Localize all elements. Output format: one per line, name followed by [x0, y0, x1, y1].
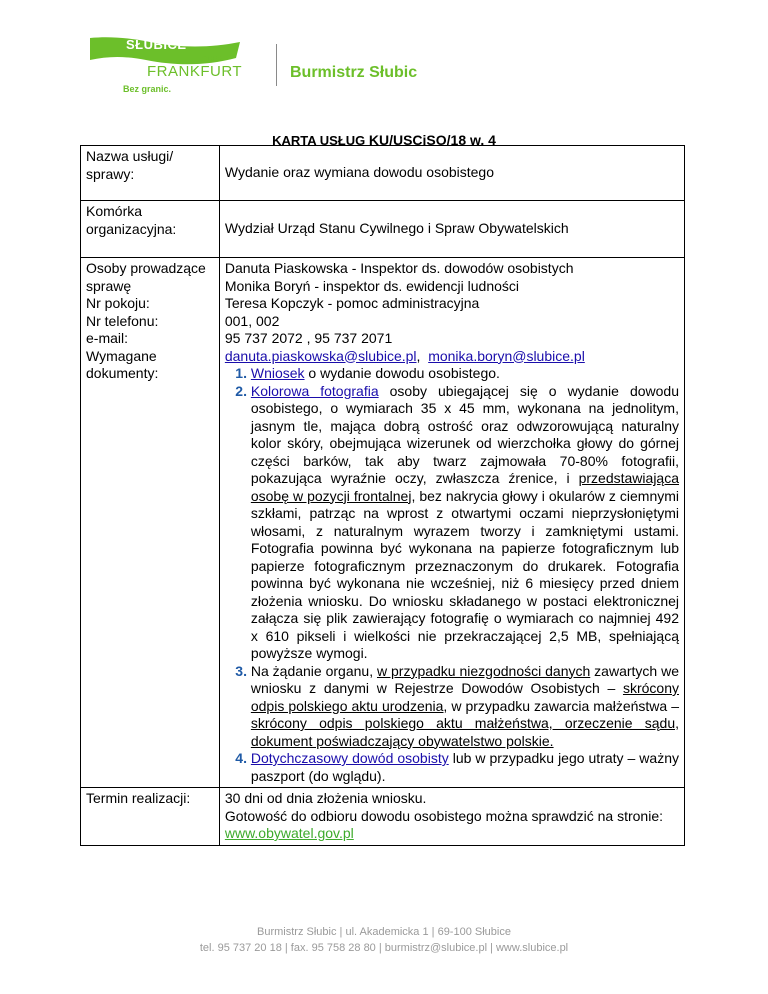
doc-3-text-c: w przypadku zawarcia małżeństwa –: [447, 697, 679, 714]
details-labels: [81, 258, 220, 788]
doc-2-text-b: , bez nakrycia głowy i okularów z ciemnymi szkłami, patrząc na wprost z otwartymi oczami nieprzysłoniętymi włosami, z naturalnym wyrazem tworzy i zamkniętymi ustami. Fotografia powinna być wykonana na papierze fotograficznym lub papierze fotograficznym przeznaczonym do drukarek. Fotografia powinna być wykonana nie wcześniej, niż 6 miesięcy przed dniem złożenia wniosku. Do wniosku składanego w postaci elektronicznej załącza się plik zawierający fotografię o wymiarach co najmniej 492 x 610 pikseli i wielkości nie przekraczającej 2,5 MB, spełniającą powyższe wymogi.: [250, 487, 680, 661]
doc-3-text-b: zawartych we wniosku z danymi w Rejestrze Dowodów Osobistych –: [250, 662, 679, 696]
phone-label: Nr telefonu:: [86, 312, 159, 329]
office-title: Burmistrz Słubic: [290, 64, 418, 81]
doc-4-text: lub w przypadku jego utraty – ważny paszport (do wglądu).: [250, 750, 679, 784]
list-item: [251, 383, 679, 663]
email-label: e-mail:: [86, 330, 129, 346]
service-name-value: Wydanie oraz wymiana dowodu osobistego: [219, 146, 684, 201]
term-label: Termin realizacji:: [81, 788, 220, 846]
term-line-2-text: Gotowość do odbioru dowodu osobistego można sprawdzić na stronie:: [224, 807, 664, 824]
room-value: 001, 002: [224, 312, 280, 329]
required-documents-list: [225, 365, 679, 785]
doc-1-text: o wydanie dowodu osobistego.: [304, 365, 500, 381]
unit-value: Wydział Urząd Stanu Cywilnego i Spraw Obywatelskich: [219, 201, 684, 258]
term-line-2: [225, 808, 679, 843]
persons-label: Osoby prowadzące sprawę: [86, 260, 206, 294]
doc-3-underlined-1: w przypadku niezgodności danych: [376, 662, 591, 679]
table-row: [81, 258, 685, 788]
slubice-logo: [90, 30, 250, 100]
email-separator: ,: [416, 347, 421, 364]
person-1: Danuta Piaskowska - Inspektor ds. dowodów osobistych: [224, 260, 574, 276]
email-values: [225, 348, 679, 366]
footer-address: Burmistrz Słubic | ul. Akademicka 1 | 69-100 Słubice: [257, 926, 511, 938]
list-item: [251, 365, 679, 383]
application-form-link[interactable]: Wniosek: [250, 365, 305, 381]
doc-2-underlined: przedstawiająca osobę w pozycji frontalnej: [250, 470, 679, 504]
table-row: [81, 146, 685, 201]
doc-2-text-a: osoby ubiegającej się o wydanie dowodu osobistego, o wymiarach 35 x 45 mm, wykonana na jednolitym, jasnym tle, mająca dobrą ostrość oraz odwzorowującą naturalny kolor skóry, obejmująca wizerunek od wierzchołka głowy do górnej części barków, tak aby twarz zajmowała 70-80% fotografii, pokazująca wyraźnie oczy, zwłaszcza źrenice, i: [250, 382, 679, 486]
footer-contact: tel. 95 737 20 18 | fax. 95 758 28 80 | burmistrz@slubice.pl | www.slubice.pl: [199, 942, 569, 954]
card-title-code: KU/USCiSO/18 w. 4: [368, 132, 496, 148]
room-label: Nr pokoju:: [86, 295, 150, 311]
doc-3-underlined-3: skrócony odpis polskiego aktu małżeństwa, orzeczenie sądu, dokument poświadczający obywatelstwo polskie.: [250, 715, 679, 749]
service-card-table: [80, 145, 685, 846]
term-line-1: 30 dni od dnia złożenia wniosku.: [224, 790, 427, 806]
obywatel-link[interactable]: www.obywatel.gov.pl: [224, 825, 354, 841]
table-row: [81, 788, 685, 846]
doc-3-underlined-2: skrócony odpis polskiego aktu urodzenia,: [250, 680, 679, 714]
unit-label: Komórka organizacyjna:: [81, 201, 220, 258]
page-footer: [0, 924, 768, 956]
phone-value: 95 737 2072 , 95 737 2071: [224, 330, 393, 346]
card-title-prefix: KARTA USŁUG: [272, 133, 366, 148]
logo-city-text: SŁUBICE: [126, 37, 187, 52]
email-link-boryn[interactable]: monika.boryn@slubice.pl: [428, 347, 585, 364]
email-link-piaskowska[interactable]: danuta.piaskowska@slubice.pl: [224, 347, 417, 364]
list-item: [251, 663, 679, 751]
details-values: [219, 258, 684, 788]
header-divider: [276, 44, 277, 86]
photo-requirements-link[interactable]: Kolorowa fotografia: [250, 382, 379, 399]
person-3: Teresa Kopczyk - pomoc administracyjna: [224, 295, 480, 311]
logo-frankfurt-text: FRANKFURT: [147, 63, 243, 80]
table-row: [81, 201, 685, 258]
list-item: [251, 750, 679, 785]
person-2: Monika Boryń - inspektor ds. ewidencji ludności: [224, 277, 519, 294]
current-id-link[interactable]: Dotychczasowy dowód osobisty: [250, 750, 449, 766]
service-name-label: Nazwa usługi/ sprawy:: [81, 146, 220, 201]
doc-3-text-a: Na żądanie organu,: [250, 662, 377, 679]
logo-slogan: Bez granic.: [123, 84, 172, 94]
logo-oder-text: ODER: [202, 56, 223, 63]
term-values: [219, 788, 684, 846]
docs-label: Wymagane dokumenty:: [86, 347, 159, 381]
